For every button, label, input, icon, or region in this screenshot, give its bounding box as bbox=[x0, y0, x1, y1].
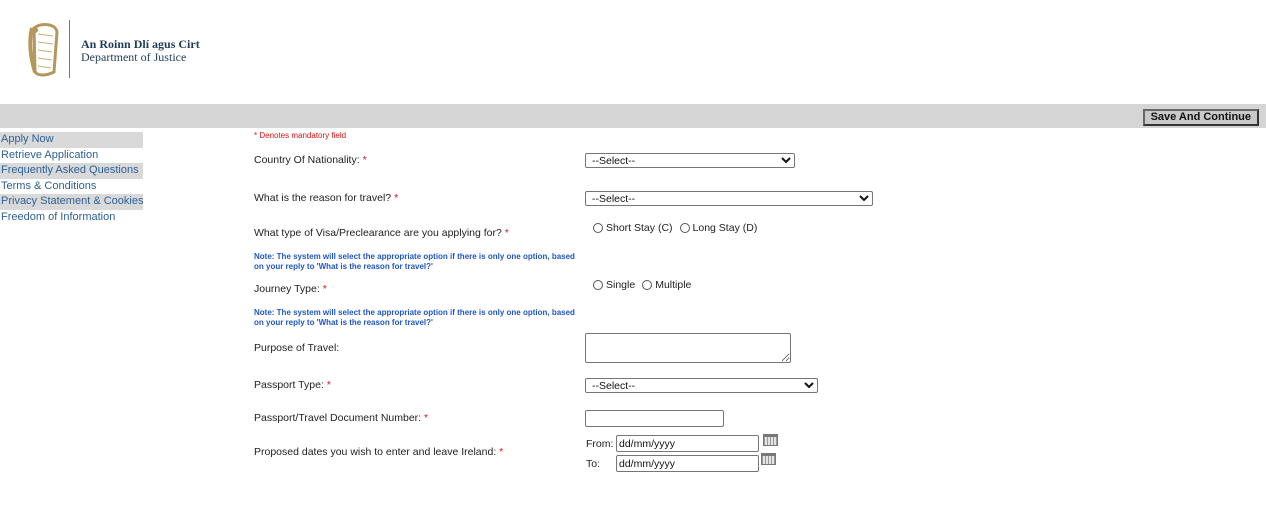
nationality-select[interactable] bbox=[585, 153, 795, 168]
nationality-label: Country Of Nationality: * bbox=[254, 154, 367, 166]
calendar-icon[interactable] bbox=[763, 434, 778, 446]
passport-number-input[interactable] bbox=[585, 410, 724, 427]
sidebar-item-retrieve-application[interactable]: Retrieve Application bbox=[1, 148, 99, 161]
visa-type-radio-group bbox=[591, 222, 762, 234]
sidebar-item-privacy[interactable]: Privacy Statement & Cookies bbox=[0, 194, 143, 210]
multiple-journey-radio[interactable] bbox=[642, 280, 652, 290]
save-and-continue-button[interactable]: Save And Continue bbox=[1143, 109, 1259, 126]
sidebar-item-terms[interactable]: Terms & Conditions bbox=[1, 179, 97, 192]
sidebar-item-apply-now[interactable]: Apply Now bbox=[0, 132, 143, 148]
purpose-label: Purpose of Travel: bbox=[254, 342, 340, 354]
long-stay-label: Long Stay (D) bbox=[692, 222, 758, 234]
short-stay-label: Short Stay (C) bbox=[606, 222, 673, 234]
department-name-irish: An Roinn Dlí agus Cirt bbox=[81, 37, 200, 51]
sidebar-item-foi[interactable]: Freedom of Information bbox=[1, 210, 116, 223]
proposed-dates-label: Proposed dates you wish to enter and leave Ireland: * bbox=[254, 446, 504, 458]
logo-divider bbox=[69, 20, 70, 78]
calendar-icon[interactable] bbox=[761, 453, 776, 465]
single-journey-radio[interactable] bbox=[593, 280, 603, 290]
short-stay-radio[interactable] bbox=[593, 223, 603, 233]
to-date-input[interactable] bbox=[616, 455, 759, 472]
from-date-input[interactable] bbox=[616, 435, 759, 452]
long-stay-radio[interactable] bbox=[680, 223, 690, 233]
multiple-journey-label: Multiple bbox=[655, 279, 692, 291]
toolbar bbox=[0, 104, 1266, 128]
from-date-label: From: bbox=[586, 438, 614, 450]
visa-type-label: What type of Visa/Preclearance are you applying for? * bbox=[254, 227, 509, 239]
harp-icon bbox=[26, 22, 62, 77]
sidebar-item-faq[interactable]: Frequently Asked Questions bbox=[0, 163, 143, 179]
reason-select[interactable] bbox=[585, 191, 873, 206]
visa-type-note: Note: The system will select the appropriate option if there is only one option, based on your reply to 'What is the reason for travel?' bbox=[254, 252, 575, 271]
sidebar bbox=[0, 132, 143, 226]
journey-type-label: Journey Type: * bbox=[254, 283, 327, 295]
passport-number-label: Passport/Travel Document Number: * bbox=[254, 412, 429, 424]
purpose-textarea[interactable] bbox=[585, 333, 791, 363]
journey-type-radio-group bbox=[591, 279, 696, 291]
passport-type-label: Passport Type: * bbox=[254, 379, 331, 391]
single-journey-label: Single bbox=[606, 279, 636, 291]
passport-type-select[interactable] bbox=[585, 378, 818, 393]
journey-type-note: Note: The system will select the appropriate option if there is only one option, based on your reply to 'What is the reason for travel?' bbox=[254, 308, 575, 327]
reason-label: What is the reason for travel? * bbox=[254, 192, 399, 204]
mandatory-field-note: * Denotes mandatory field bbox=[254, 131, 347, 140]
department-name-english: Department of Justice bbox=[81, 50, 187, 64]
to-date-label: To: bbox=[586, 458, 601, 470]
